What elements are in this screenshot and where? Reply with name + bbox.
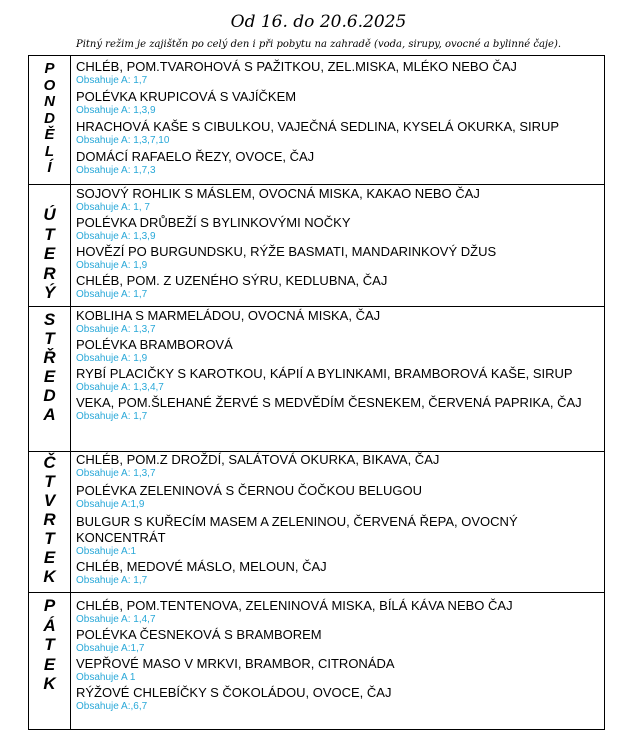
allergen-info: Obsahuje A:1 (76, 546, 137, 557)
dish-name: POLÉVKA ZELENINOVÁ S ČERNOU ČOČKOU BELUGOU (76, 483, 423, 498)
meal-item (76, 559, 600, 587)
meal-item (76, 273, 600, 301)
menu-items-thursday (76, 452, 600, 587)
weekly-menu-table (28, 55, 605, 730)
meal-item (76, 89, 600, 117)
allergen-info: Obsahuje A: 1,3,7 (76, 468, 156, 479)
dish-name: RYBÍ PLACIČKY S KAROTKOU, KÁPIÍ A BYLINKAMI, BRAMBOROVÁ KAŠE, SIRUP (76, 366, 573, 381)
dish-name: RÝŽOVÉ CHLEBÍČKY S ČOKOLÁDOU, OVOCE, ČAJ (76, 685, 392, 700)
dish-name: HOVĚZÍ PO BURGUNDSKU, RÝŽE BASMATI, MANDARINKOVÝ DŽUS (76, 244, 497, 259)
day-name-cell (29, 307, 71, 451)
meal-item (76, 308, 600, 336)
allergen-info: Obsahuje A: 1,9 (76, 260, 148, 271)
allergen-info: Obsahuje A: 1,3,9 (76, 231, 156, 242)
dish-name: POLÉVKA DRŮBEŽÍ S BYLINKOVÝMI NOČKY (76, 215, 351, 230)
allergen-info: Obsahuje A: 1,7 (76, 75, 148, 86)
allergen-info: Obsahuje A: 1,3,4,7 (76, 382, 164, 393)
day-name-wednesday: S T Ř E D A (43, 310, 56, 424)
dish-name: CHLÉB, POM.TVAROHOVÁ S PAŽITKOU, ZEL.MISKA, MLÉKO NEBO ČAJ (76, 59, 517, 74)
meal-item (76, 244, 600, 272)
day-row-tuesday (29, 185, 604, 307)
meal-item (76, 452, 600, 480)
dish-name: CHLÉB, POM.TENTENOVA, ZELENINOVÁ MISKA, BÍLÁ KÁVA NEBO ČAJ (76, 598, 513, 613)
day-name-friday: P Á T E K (43, 596, 56, 693)
dish-name: POLÉVKA BRAMBOROVÁ (76, 337, 233, 352)
page-title: Od 16. do 20.6.2025 (230, 12, 407, 32)
menu-items-tuesday (76, 186, 600, 301)
dish-name: DOMÁCÍ RAFAELO ŘEZY, OVOCE, ČAJ (76, 149, 315, 164)
allergen-info: Obsahuje A: 1, 7 (76, 202, 150, 213)
dish-name: VEKA, POM.ŠLEHANÉ ŽERVÉ S MEDVĚDÍM ČESNEKEM, ČERVENÁ PAPRIKA, ČAJ (76, 395, 582, 410)
day-name-cell (29, 185, 71, 306)
dish-name: VEPŘOVÉ MASO V MRKVI, BRAMBOR, CITRONÁDA (76, 656, 395, 671)
meal-item (76, 59, 600, 87)
meal-item (76, 627, 600, 655)
allergen-info: Obsahuje A: 1,7 (76, 411, 148, 422)
dish-name: POLÉVKA KRUPICOVÁ S VAJÍČKEM (76, 89, 297, 104)
day-row-wednesday (29, 307, 604, 452)
allergen-info: Obsahuje A: 1,7 (76, 289, 148, 300)
allergen-info: Obsahuje A: 1,4,7 (76, 614, 156, 625)
drinking-regime-note: Pitný režim je zajištěn po celý den i při pobytu na zahradě (voda, sirupy, ovocné a bylinné čaje). (75, 39, 562, 50)
meal-item (76, 514, 600, 558)
dish-name: BULGUR S KUŘECÍM MASEM A ZELENINOU, ČERVENÁ ŘEPA, OVOCNÝ KONCENTRÁT (76, 514, 518, 545)
allergen-info: Obsahuje A: 1,3,7,10 (76, 135, 170, 146)
allergen-info: Obsahuje A 1 (76, 672, 136, 683)
dish-name: KOBLIHA S MARMELÁDOU, OVOCNÁ MISKA, ČAJ (76, 308, 381, 323)
meal-item (76, 366, 600, 394)
allergen-info: Obsahuje A: 1,7 (76, 575, 148, 586)
meal-item (76, 215, 600, 243)
meal-item (76, 149, 600, 177)
menu-items-friday (76, 598, 600, 713)
dish-name: SOJOVÝ ROHLIK S MÁSLEM, OVOCNÁ MISKA, KAKAO NEBO ČAJ (76, 186, 480, 201)
day-row-thursday (29, 452, 604, 593)
day-name-cell (29, 56, 71, 184)
menu-items-monday (76, 59, 600, 177)
dish-name: CHLÉB, POM. Z UZENÉHO SÝRU, KEDLUBNA, ČAJ (76, 273, 388, 288)
day-name-thursday: Č T V R T E K (43, 453, 56, 586)
allergen-info: Obsahuje A:,6,7 (76, 701, 148, 712)
allergen-info: Obsahuje A:1,9 (76, 499, 145, 510)
allergen-info: Obsahuje A: 1,9 (76, 353, 148, 364)
day-name-cell (29, 452, 71, 592)
allergen-info: Obsahuje A:1,7 (76, 643, 145, 654)
allergen-info: Obsahuje A: 1,7,3 (76, 165, 156, 176)
meal-item (76, 186, 600, 214)
allergen-info: Obsahuje A: 1,3,9 (76, 105, 156, 116)
day-name-tuesday: Ú T E R Ý (43, 205, 56, 302)
dish-name: CHLÉB, MEDOVÉ MÁSLO, MELOUN, ČAJ (76, 559, 327, 574)
dish-name: HRACHOVÁ KAŠE S CIBULKOU, VAJEČNÁ SEDLINA, KYSELÁ OKURKA, SIRUP (76, 119, 560, 134)
allergen-info: Obsahuje A: 1,3,7 (76, 324, 156, 335)
meal-item (76, 685, 600, 713)
meal-item (76, 395, 600, 423)
meal-item (76, 483, 600, 511)
meal-item (76, 119, 600, 147)
day-row-friday (29, 593, 604, 729)
dish-name: POLÉVKA ČESNEKOVÁ S BRAMBOREM (76, 627, 322, 642)
menu-items-wednesday (76, 308, 600, 423)
meal-item (76, 337, 600, 365)
meal-item (76, 656, 600, 684)
day-row-monday (29, 56, 604, 185)
day-name-cell (29, 593, 71, 729)
dish-name: CHLÉB, POM.Z DROŽDÍ, SALÁTOVÁ OKURKA, BIKAVA, ČAJ (76, 452, 440, 467)
meal-item (76, 598, 600, 626)
day-name-monday: P O N D Ě L Í (43, 60, 56, 176)
